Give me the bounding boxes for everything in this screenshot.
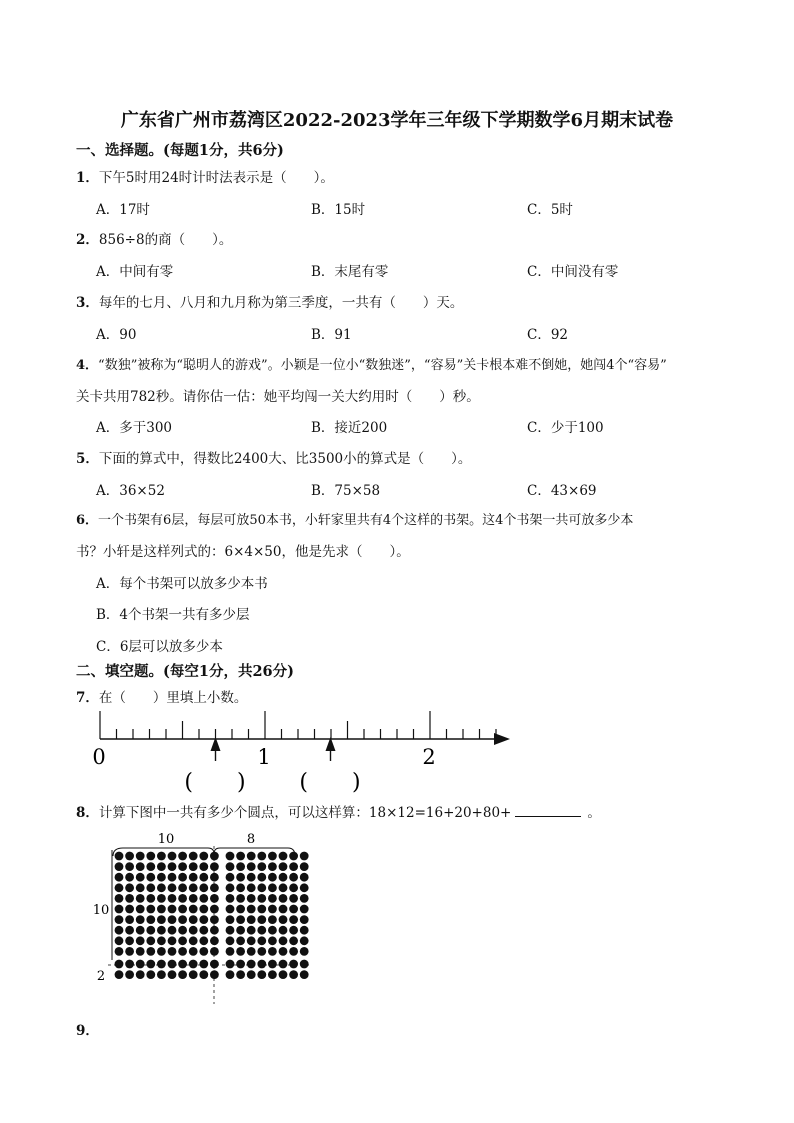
question-text: 在（ ）里填上小数。 <box>98 690 248 706</box>
dot <box>157 970 166 979</box>
dot <box>136 960 145 969</box>
dot <box>300 970 309 979</box>
dot <box>257 926 266 935</box>
dot <box>268 883 277 892</box>
dot <box>289 947 298 956</box>
dot <box>210 894 219 903</box>
dot <box>146 926 155 935</box>
number-line-label-1: 1 <box>257 745 271 769</box>
dot <box>157 905 166 914</box>
question-text: 每年的七月、八月和九月称为第三季度，一共有（ ）天。 <box>98 295 464 311</box>
dot <box>125 915 134 924</box>
dot <box>168 873 177 882</box>
dot <box>236 926 245 935</box>
dot <box>300 960 309 969</box>
dot <box>189 926 198 935</box>
dot <box>226 894 235 903</box>
dot <box>257 894 266 903</box>
dot <box>268 926 277 935</box>
dot <box>189 915 198 924</box>
question-number: 2． <box>76 232 99 248</box>
dot <box>226 915 235 924</box>
dot <box>236 852 245 861</box>
dot <box>199 970 208 979</box>
dot <box>210 905 219 914</box>
dot <box>268 862 277 871</box>
dot <box>157 852 166 861</box>
dot <box>168 947 177 956</box>
dot <box>146 905 155 914</box>
dot <box>146 947 155 956</box>
rows-label-2: 2 <box>96 969 106 984</box>
question-text: 计算下图中一共有多少个圆点，可以这样算：18×12=16+20+80+ <box>98 805 512 821</box>
dot <box>257 862 266 871</box>
question-number: 8． <box>76 805 99 821</box>
dot <box>268 873 277 882</box>
dot <box>125 883 134 892</box>
cols-label-10: 10 <box>157 832 175 847</box>
question-text: 一个书架有6层，每层可放50本书，小轩家里共有4个这样的书架。这4个书架一共可放多少本 <box>98 513 634 528</box>
dot <box>289 852 298 861</box>
dot <box>247 936 256 945</box>
dot <box>115 926 124 935</box>
dot <box>146 883 155 892</box>
dot <box>125 960 134 969</box>
dot <box>115 960 124 969</box>
dot <box>136 862 145 871</box>
dot <box>257 947 266 956</box>
dot <box>226 936 235 945</box>
question-3 <box>76 291 463 311</box>
dot <box>168 905 177 914</box>
dot <box>236 894 245 903</box>
q3-option-b: B．91 <box>311 327 352 343</box>
dot <box>236 936 245 945</box>
dot <box>300 936 309 945</box>
dot <box>257 905 266 914</box>
q3-option-a: A．90 <box>96 327 137 343</box>
dot <box>125 947 134 956</box>
dot <box>146 960 155 969</box>
dot <box>189 883 198 892</box>
dot <box>189 970 198 979</box>
dot <box>226 960 235 969</box>
question-1 <box>76 166 334 186</box>
q1-option-c: C．5时 <box>527 202 573 218</box>
dot <box>226 926 235 935</box>
dot <box>300 905 309 914</box>
dot <box>115 970 124 979</box>
dot <box>146 862 155 871</box>
dot <box>115 852 124 861</box>
dot <box>115 936 124 945</box>
dot <box>210 947 219 956</box>
dot <box>300 883 309 892</box>
dot <box>115 905 124 914</box>
q1-option-b: B．15时 <box>311 202 366 218</box>
question-end: 。 <box>587 805 601 821</box>
dot <box>125 936 134 945</box>
dot <box>125 852 134 861</box>
q5-option-c: C．43×69 <box>527 483 597 499</box>
dot <box>189 905 198 914</box>
question-5 <box>76 447 471 467</box>
dot <box>247 960 256 969</box>
dot <box>257 873 266 882</box>
dot <box>199 960 208 969</box>
dot <box>289 926 298 935</box>
dot <box>257 970 266 979</box>
answer-blank-1[interactable]: ( ) <box>184 770 246 795</box>
dot <box>279 926 288 935</box>
q4-option-b: B．接近200 <box>311 420 388 436</box>
dot <box>210 883 219 892</box>
dot <box>210 873 219 882</box>
dot <box>199 936 208 945</box>
question-9 <box>76 1019 99 1039</box>
dot <box>226 947 235 956</box>
section-2-heading: 二、填空题。(每空1分，共26分) <box>76 663 294 680</box>
dot <box>146 852 155 861</box>
dot <box>146 894 155 903</box>
dot <box>157 915 166 924</box>
dot <box>125 970 134 979</box>
question-text: 下面的算式中，得数比2400大、比3500小的算式是（ ）。 <box>98 451 472 467</box>
dot <box>157 862 166 871</box>
q6-option-a: A．每个书架可以放多少本书 <box>96 576 268 592</box>
dot <box>279 970 288 979</box>
dot <box>247 905 256 914</box>
q4-option-a: A．多于300 <box>96 420 173 436</box>
dot <box>210 915 219 924</box>
dot <box>178 905 187 914</box>
dot <box>257 936 266 945</box>
dot <box>268 905 277 914</box>
answer-blank-2[interactable]: ( ) <box>299 770 361 795</box>
question-number: 9． <box>76 1023 99 1039</box>
dot <box>157 960 166 969</box>
dot <box>115 915 124 924</box>
question-7 <box>76 686 247 706</box>
dot <box>146 915 155 924</box>
dot <box>236 873 245 882</box>
answer-blank[interactable] <box>515 803 581 817</box>
dot <box>210 852 219 861</box>
dot <box>115 883 124 892</box>
dot <box>189 852 198 861</box>
dot <box>236 960 245 969</box>
question-text: “数独”被称为“聪明人的游戏”。小颖是一位小“数独迷”，“容易”关卡根本难不倒她，她闯4个“容易” <box>98 358 667 373</box>
q2-option-a: A．中间有零 <box>96 264 174 280</box>
dot <box>199 905 208 914</box>
dot <box>289 936 298 945</box>
question-number: 7． <box>76 690 99 706</box>
dot <box>199 873 208 882</box>
dot <box>279 960 288 969</box>
dot <box>178 926 187 935</box>
dot <box>279 852 288 861</box>
dot <box>226 852 235 861</box>
dot <box>210 926 219 935</box>
dot <box>236 947 245 956</box>
dot <box>247 926 256 935</box>
q5-option-a: A．36×52 <box>96 483 165 499</box>
dot <box>236 862 245 871</box>
question-number: 1． <box>76 170 99 186</box>
dot <box>178 915 187 924</box>
dot <box>257 915 266 924</box>
q3-option-c: C．92 <box>527 327 569 343</box>
dot <box>300 915 309 924</box>
dot <box>199 915 208 924</box>
dot <box>136 894 145 903</box>
dot <box>168 852 177 861</box>
dot <box>189 862 198 871</box>
dot <box>279 915 288 924</box>
dot <box>289 905 298 914</box>
dot <box>226 970 235 979</box>
dot <box>268 915 277 924</box>
dot <box>268 970 277 979</box>
dot <box>268 894 277 903</box>
dot <box>257 960 266 969</box>
dot <box>189 894 198 903</box>
dot <box>247 915 256 924</box>
q2-option-c: C．中间没有零 <box>527 264 619 280</box>
dot <box>199 852 208 861</box>
dot <box>268 852 277 861</box>
question-2 <box>76 228 232 248</box>
dot <box>199 862 208 871</box>
dot <box>136 905 145 914</box>
dot <box>157 883 166 892</box>
dot <box>257 883 266 892</box>
question-number: 6． <box>76 513 99 528</box>
q2-option-b: B．末尾有零 <box>311 264 389 280</box>
dot <box>300 947 309 956</box>
question-6-line-2: 书？小轩是这样列式的：6×4×50，他是先求（ ）。 <box>76 544 410 560</box>
dot <box>279 873 288 882</box>
question-text: 856÷8的商（ ）。 <box>98 232 233 248</box>
dot <box>247 862 256 871</box>
dot <box>210 862 219 871</box>
dot <box>199 894 208 903</box>
dot <box>168 960 177 969</box>
dot <box>289 883 298 892</box>
dot <box>289 970 298 979</box>
dot <box>168 883 177 892</box>
dot <box>178 862 187 871</box>
dot <box>168 894 177 903</box>
dot <box>247 970 256 979</box>
dot-array-figure <box>88 828 318 1006</box>
dot <box>157 894 166 903</box>
dot <box>226 883 235 892</box>
dot <box>210 936 219 945</box>
dot <box>157 926 166 935</box>
dot <box>189 960 198 969</box>
dot <box>289 873 298 882</box>
dot <box>300 873 309 882</box>
dot <box>168 915 177 924</box>
dot <box>146 936 155 945</box>
number-line <box>80 705 520 795</box>
dot <box>136 970 145 979</box>
dot <box>136 915 145 924</box>
dot <box>289 894 298 903</box>
dot <box>125 905 134 914</box>
dot <box>300 852 309 861</box>
dot <box>125 862 134 871</box>
q5-option-b: B．75×58 <box>311 483 381 499</box>
dot <box>168 936 177 945</box>
dot <box>168 862 177 871</box>
dot-grid <box>115 852 309 979</box>
dot <box>125 894 134 903</box>
dot <box>247 894 256 903</box>
dot <box>199 947 208 956</box>
dot <box>136 852 145 861</box>
dot <box>178 852 187 861</box>
dot <box>279 947 288 956</box>
dot <box>168 970 177 979</box>
dot <box>268 960 277 969</box>
dot <box>178 883 187 892</box>
dot <box>226 905 235 914</box>
dot <box>189 873 198 882</box>
rows-label-10: 10 <box>92 903 110 918</box>
dot <box>236 905 245 914</box>
question-text: 下午5时用24时计时法表示是（ ）。 <box>98 170 334 186</box>
dot <box>247 852 256 861</box>
dot <box>199 883 208 892</box>
dot <box>279 905 288 914</box>
dot <box>199 926 208 935</box>
dot <box>178 873 187 882</box>
dot <box>189 947 198 956</box>
question-8 <box>76 801 601 821</box>
dot <box>279 894 288 903</box>
page-title: 广东省广州市荔湾区2022-2023学年三年级下学期数学6月期末试卷 <box>120 110 674 131</box>
dot <box>136 883 145 892</box>
dot <box>178 894 187 903</box>
q4-option-c: C．少于100 <box>527 420 604 436</box>
dot <box>115 873 124 882</box>
number-line-label-0: 0 <box>92 745 106 769</box>
dot <box>300 862 309 871</box>
dot <box>178 960 187 969</box>
dot <box>247 947 256 956</box>
dot <box>236 970 245 979</box>
dot <box>115 862 124 871</box>
q1-option-a: A．17时 <box>96 202 150 218</box>
dot <box>226 873 235 882</box>
dot <box>289 862 298 871</box>
dot <box>268 947 277 956</box>
dot <box>289 960 298 969</box>
dot <box>300 894 309 903</box>
dot <box>289 915 298 924</box>
dot <box>125 873 134 882</box>
section-1-heading: 一、选择题。(每题1分，共6分) <box>76 142 284 159</box>
dot <box>268 936 277 945</box>
dot <box>178 936 187 945</box>
dot <box>125 926 134 935</box>
dot <box>146 970 155 979</box>
question-number: 3． <box>76 295 99 311</box>
dot <box>136 926 145 935</box>
dot <box>189 936 198 945</box>
cols-label-8: 8 <box>246 832 256 847</box>
dot <box>136 873 145 882</box>
dot <box>279 936 288 945</box>
dot <box>115 947 124 956</box>
dot <box>279 862 288 871</box>
dot <box>157 936 166 945</box>
q6-option-c: C．6层可以放多少本 <box>96 639 223 655</box>
question-4 <box>76 354 667 373</box>
question-4-line-2: 关卡共用782秒。请你估一估：她平均闯一关大约用时（ ）秒。 <box>76 389 480 405</box>
number-line-ticks <box>100 711 496 739</box>
dot <box>178 947 187 956</box>
dot <box>168 926 177 935</box>
dot <box>300 926 309 935</box>
dot <box>226 862 235 871</box>
question-number: 5． <box>76 451 99 467</box>
dot <box>115 894 124 903</box>
dot <box>257 852 266 861</box>
dot <box>136 947 145 956</box>
dot <box>210 960 219 969</box>
dot <box>247 883 256 892</box>
dot <box>157 947 166 956</box>
q6-option-b: B．4个书架一共有多少层 <box>96 607 250 623</box>
dot <box>146 873 155 882</box>
dot <box>236 883 245 892</box>
question-6 <box>76 509 633 528</box>
dot <box>136 936 145 945</box>
number-line-label-2: 2 <box>422 745 436 769</box>
dot <box>236 915 245 924</box>
dot <box>279 883 288 892</box>
question-number: 4． <box>76 358 99 373</box>
dot <box>210 970 219 979</box>
dot <box>178 970 187 979</box>
dot <box>157 873 166 882</box>
dot <box>247 873 256 882</box>
